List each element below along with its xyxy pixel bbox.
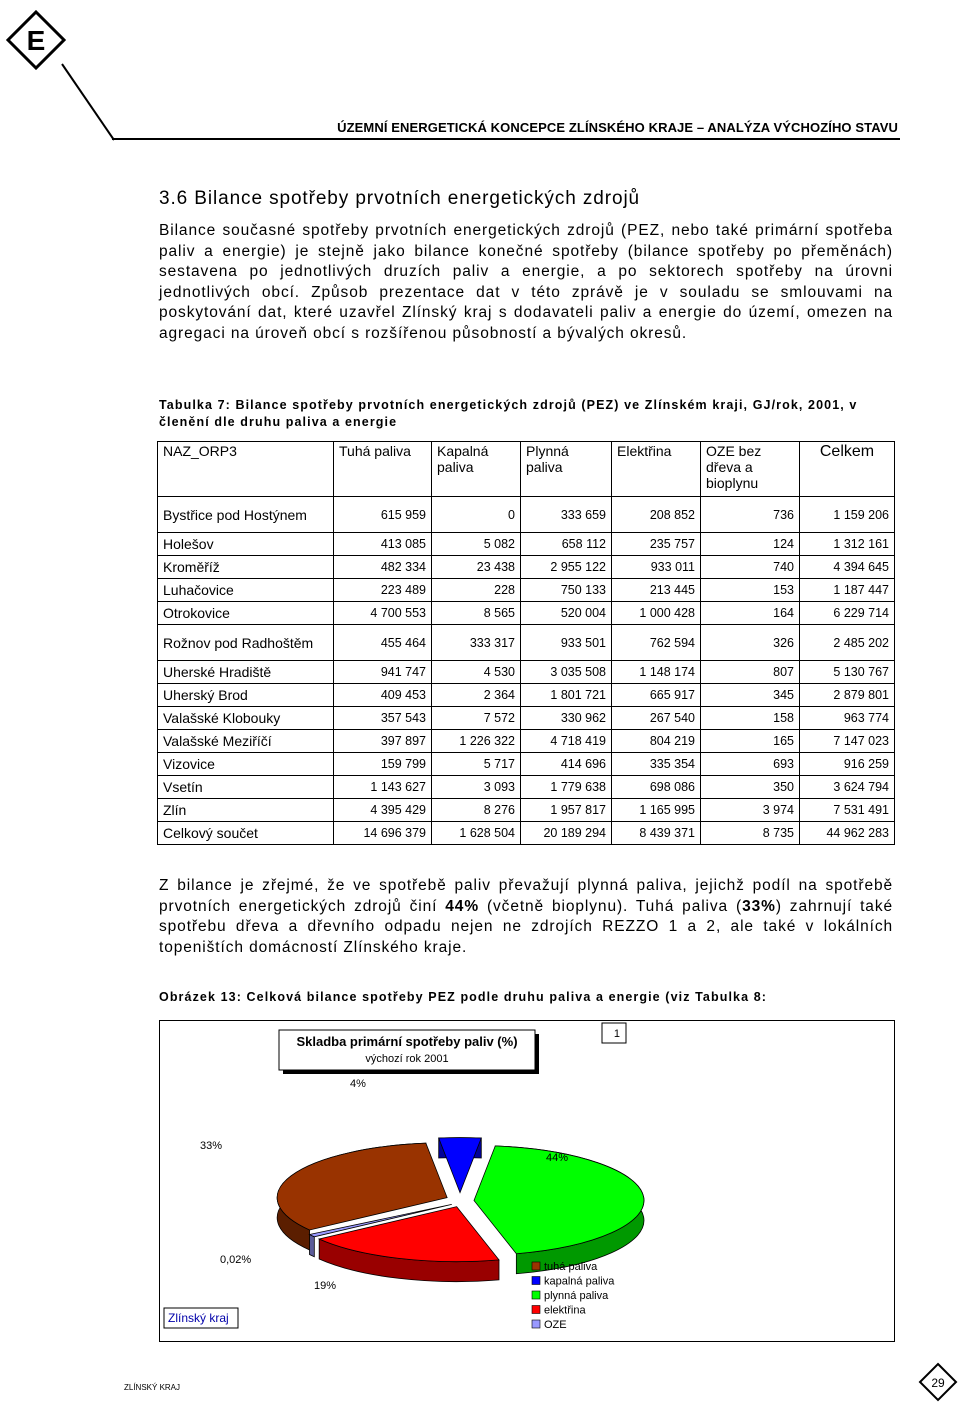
col-header: Celkem [800, 442, 895, 497]
cell: 807 [701, 661, 800, 684]
header-title: ÚZEMNÍ ENERGETICKÁ KONCEPCE ZLÍNSKÉHO KRAJE – ANALÝZA VÝCHOZÍHO STAVU [337, 120, 898, 135]
summary-bold: 44% [445, 897, 480, 915]
legend-label: OZE [544, 1319, 567, 1331]
pie-slice-kapalná-paliva [439, 1138, 482, 1193]
table-row [158, 661, 895, 684]
cell: 762 594 [612, 625, 701, 661]
row-label: Celkový součet [158, 822, 334, 845]
cell: 1 801 721 [521, 684, 612, 707]
cell: 1 628 504 [432, 822, 521, 845]
table-row [158, 497, 895, 533]
cell: 0 [432, 497, 521, 533]
pie-value-label: 44% [546, 1152, 569, 1164]
table-row [158, 579, 895, 602]
col-header: OZE bez dřeva a bioplynu [701, 442, 800, 497]
cell: 397 897 [334, 730, 432, 753]
legend-swatch [532, 1320, 540, 1328]
col-header: Elektřina [612, 442, 701, 497]
legend-label: kapalná paliva [544, 1275, 615, 1288]
pie-value-label: 0,02% [220, 1254, 252, 1266]
cell: 4 394 645 [800, 556, 895, 579]
cell: 1 148 174 [612, 661, 701, 684]
cell: 1 159 206 [800, 497, 895, 533]
row-label: Kroměříž [158, 556, 334, 579]
table-row [158, 730, 895, 753]
cell: 750 133 [521, 579, 612, 602]
cell: 20 189 294 [521, 822, 612, 845]
cell: 3 093 [432, 776, 521, 799]
cell: 5 082 [432, 533, 521, 556]
cell: 2 879 801 [800, 684, 895, 707]
cell: 1 187 447 [800, 579, 895, 602]
table-header-row [158, 442, 895, 497]
legend-swatch [532, 1306, 540, 1314]
cell: 7 572 [432, 707, 521, 730]
cell: 208 852 [612, 497, 701, 533]
row-label: Vsetín [158, 776, 334, 799]
row-label: Uherské Hradiště [158, 661, 334, 684]
pie-chart [160, 1021, 894, 1341]
table-row [158, 753, 895, 776]
cell: 8 565 [432, 602, 521, 625]
cell: 693 [701, 753, 800, 776]
cell: 4 395 429 [334, 799, 432, 822]
cell: 409 453 [334, 684, 432, 707]
cell: 1 143 627 [334, 776, 432, 799]
section-title: 3.6 Bilance spotřeby prvotních energetických zdrojů [159, 188, 641, 209]
cell: 7 531 491 [800, 799, 895, 822]
legend-swatch [532, 1291, 540, 1299]
row-label: Bystřice pod Hostýnem [158, 497, 334, 533]
cell: 4 718 419 [521, 730, 612, 753]
table-row [158, 625, 895, 661]
cell: 350 [701, 776, 800, 799]
cell: 8 439 371 [612, 822, 701, 845]
cell: 1 779 638 [521, 776, 612, 799]
row-label: Zlín [158, 799, 334, 822]
cell: 267 540 [612, 707, 701, 730]
cell: 804 219 [612, 730, 701, 753]
cell: 326 [701, 625, 800, 661]
cell: 213 445 [612, 579, 701, 602]
cell: 223 489 [334, 579, 432, 602]
cell: 2 485 202 [800, 625, 895, 661]
chart-number: 1 [613, 1028, 620, 1040]
cell: 158 [701, 707, 800, 730]
cell: 335 354 [612, 753, 701, 776]
cell: 3 974 [701, 799, 800, 822]
legend-swatch [532, 1277, 540, 1285]
cell: 153 [701, 579, 800, 602]
cell: 333 659 [521, 497, 612, 533]
cell: 482 334 [334, 556, 432, 579]
cell: 740 [701, 556, 800, 579]
pie-value-label: 4% [350, 1078, 366, 1090]
col-header: Tuhá paliva [334, 442, 432, 497]
summary-text: (včetně bioplynu). Tuhá paliva ( [479, 897, 743, 915]
page-number-badge [918, 1362, 958, 1402]
legend-label: plynná paliva [544, 1290, 609, 1302]
cell: 1 000 428 [612, 602, 701, 625]
pie-value-label: 33% [200, 1140, 223, 1152]
cell: 23 438 [432, 556, 521, 579]
cell: 8 276 [432, 799, 521, 822]
cell: 933 501 [521, 625, 612, 661]
row-label: Uherský Brod [158, 684, 334, 707]
footer-region: ZLÍNSKÝ KRAJ [124, 1383, 181, 1392]
pez-table [157, 441, 895, 845]
cell: 2 955 122 [521, 556, 612, 579]
pie-slice-side [309, 1235, 314, 1257]
cell: 916 259 [800, 753, 895, 776]
cell: 3 035 508 [521, 661, 612, 684]
cell: 228 [432, 579, 521, 602]
cell: 124 [701, 533, 800, 556]
cell: 933 011 [612, 556, 701, 579]
cell: 698 086 [612, 776, 701, 799]
region-label: Zlínský kraj [168, 1311, 229, 1325]
table-total-row [158, 822, 895, 845]
cell: 159 799 [334, 753, 432, 776]
row-label: Rožnov pod Radhoštěm [158, 625, 334, 661]
cell: 14 696 379 [334, 822, 432, 845]
cell: 345 [701, 684, 800, 707]
chart-subtitle: výchozí rok 2001 [365, 1053, 449, 1065]
legend-swatch [532, 1262, 540, 1270]
col-header: Kapalná paliva [432, 442, 521, 497]
table-row [158, 776, 895, 799]
table-row [158, 556, 895, 579]
cell: 1 165 995 [612, 799, 701, 822]
cell: 414 696 [521, 753, 612, 776]
table-row [158, 799, 895, 822]
row-label: Otrokovice [158, 602, 334, 625]
cell: 665 917 [612, 684, 701, 707]
pie-chart-frame [159, 1020, 895, 1342]
table-row [158, 707, 895, 730]
cell: 4 700 553 [334, 602, 432, 625]
row-label: Valašské Meziříčí [158, 730, 334, 753]
cell: 736 [701, 497, 800, 533]
cell: 333 317 [432, 625, 521, 661]
cell: 963 774 [800, 707, 895, 730]
cell: 2 364 [432, 684, 521, 707]
cell: 8 735 [701, 822, 800, 845]
cell: 455 464 [334, 625, 432, 661]
pie-value-label: 19% [314, 1280, 337, 1292]
table-row [158, 684, 895, 707]
cell: 357 543 [334, 707, 432, 730]
cell: 7 147 023 [800, 730, 895, 753]
col-header: NAZ_ORP3 [158, 442, 334, 497]
summary-text: ) zahrnují také spotřebu dřeva a dřevního odpadu nejen ne zdrojích REZZO 1 a 2, ale také v lokálních topeništích domácností Zlínského kraje. [159, 897, 893, 956]
paragraph-intro: Bilance současné spotřeby prvotních energetických zdrojů (PEZ, nebo také primární spotřeba paliv a energie) je stejně jako bilance konečné spotřeby (bilance spotřeby po přeměnách) sestavena po jednotlivých druzích paliv a energie, a po sektorech spotřeby na úrovni jednotlivých obcí. Způsob prezentace dat v této zprávě je v souladu se smlouvami na poskytování dat, které uzavřel Zlínský kraj s dodavateli paliv a energie do území, omezen na agregaci na úroveň obcí s rozšířenou působností a bývalých okresů. [159, 222, 893, 342]
cell: 1 957 817 [521, 799, 612, 822]
row-label: Holešov [158, 533, 334, 556]
cell: 1 312 161 [800, 533, 895, 556]
page-number: 29 [931, 1376, 945, 1390]
cell: 658 112 [521, 533, 612, 556]
figure-caption: Obrázek 13: Celková bilance spotřeby PEZ podle druhu paliva a energie (viz Tabulka 8: [159, 990, 768, 1004]
cell: 330 962 [521, 707, 612, 730]
cell: 5 717 [432, 753, 521, 776]
cell: 165 [701, 730, 800, 753]
col-header: Plynná paliva [521, 442, 612, 497]
cell: 615 959 [334, 497, 432, 533]
cell: 413 085 [334, 533, 432, 556]
row-label: Luhačovice [158, 579, 334, 602]
logo-e-icon [6, 10, 66, 70]
cell: 1 226 322 [432, 730, 521, 753]
cell: 941 747 [334, 661, 432, 684]
svg-text:E: E [26, 25, 46, 56]
cell: 520 004 [521, 602, 612, 625]
summary-text: Z bilance je zřejmé, že ve spotřebě paliv převažují plynná paliva, jejichž podíl na spotřebě prvotních energetických zdrojů činí [159, 877, 893, 915]
table-row [158, 602, 895, 625]
cell: 164 [701, 602, 800, 625]
header-decor-line [60, 62, 120, 142]
paragraph-summary [159, 876, 893, 958]
table-row [158, 533, 895, 556]
legend-label: tuhá paliva [544, 1261, 598, 1273]
header-rule [112, 138, 900, 140]
cell: 44 962 283 [800, 822, 895, 845]
cell: 235 757 [612, 533, 701, 556]
cell: 4 530 [432, 661, 521, 684]
table-caption: Tabulka 7: Bilance spotřeby prvotních energetických zdrojů (PEZ) ve Zlínském kraji, GJ/rok, 2001, v členění dle druhu paliva a energie [159, 398, 858, 429]
legend-label: elektřina [544, 1304, 586, 1317]
row-label: Valašské Klobouky [158, 707, 334, 730]
row-label: Vizovice [158, 753, 334, 776]
chart-title: Skladba primární spotřeby paliv (%) [296, 1034, 518, 1049]
cell: 6 229 714 [800, 602, 895, 625]
summary-bold: 33% [742, 897, 776, 915]
cell: 5 130 767 [800, 661, 895, 684]
cell: 3 624 794 [800, 776, 895, 799]
